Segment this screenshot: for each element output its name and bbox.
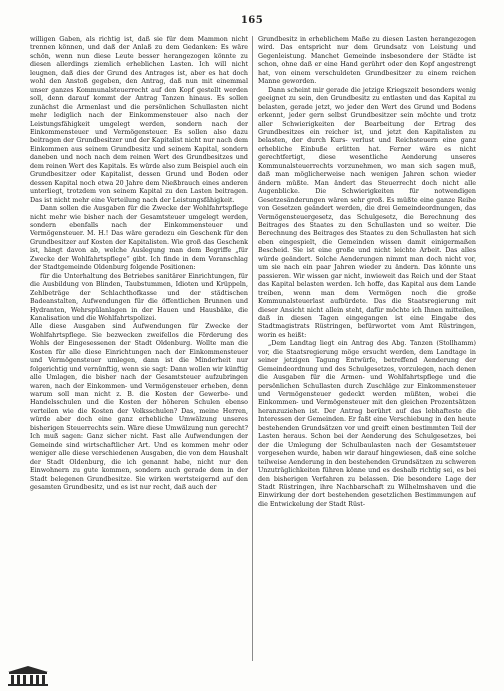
paragraph: „Dem Landtag liegt ein Antrag des Abg. Tanzen (Stollhamm) vor, die Staatsregierung möge ersucht werden, dem Landtage in seiner jetzigen Tagung Entwürfe, betreffend Aenderung der Gemeindeordnung und des Schulgesetzes, vorzulegen, nach denen die Ausgaben für die Armen- und Wohlfahrtspflege und die persönlichen Schullasten durch Zuschläge zur Einkommensteuer und Vermögensteuer gedeckt werden müßten, wobei die Einkommen- und Vermögensteuer mit den gleichen Prozentsätzen heranzuziehen ist. Der Antrag berührt auf das lebhafteste die Interessen der Gemeinden. Er faßt eine Verschiebung in den heute bestehenden Grundsätzen vor und greift einen bestimmten Teil der Lasten heraus. Schon bei der Aenderung des Schulgesetzes, bei der die Umlegung der Schulbaulasten nach der Gesamtsteuer vorgesehen wurde, haben wir darauf hingewiesen, daß eine solche teilweise Aenderung in den bestehenden Grundsätzen zu schweren Unzuträglichkeiten führen könne und es deshalb richtig sei, es bei den bisherigen Verfahren zu belassen. Die besondere Lage der Stadt Rüstringen, ihre Nachbarschaft zu Wilhelmshaven und die Einwirkung der dort bestehenden gesetzlichen Bestimmungen auf die Entwickelung der Stadt Rüst- xyxy=(258,340,476,508)
left-text-column xyxy=(30,36,248,663)
column-divider xyxy=(252,36,253,661)
paragraph: Alle diese Ausgaben sind Aufwendungen für Zwecke der Wohlfahrtspflege. Sie bezwecken zweifellos die Förderung des Wohls der Eingesessenen der Stadt Oldenburg. Wollte man die Kosten für alle diese Einrichtungen nach der Einkommensteuer und Vermögensteuer umlegen, dann ist die Minderheit nur folgerichtig und vernünftig, wenn sie sagt: Dann wollen wir künftig alle Umlagen, die bisher nach der Gesamtsteuer aufzubringen waren, nach der Einkommen- und Vermögensteuer erheben, denn warum soll man nicht z. B. die Kosten der Gewerbe- und Handelsschulen und die Kosten der höheren Schulen ebenso verteilen wie die Kosten der Volksschulen? Das, meine Herren, würde aber doch eine ganz erhebliche Umwälzung unseres bisherigen Steuerrechts sein. Wäre diese Umwälzung nun gerecht? Ich muß sagen: Ganz sicher nicht. Fast alle Aufwendungen der Gemeinde sind wirtschaftlicher Art. Und es kommen mehr oder weniger alle diese verschiedenen Ausgaben, die von dem Haushalt der Stadt Oldenburg, die ich genannt habe, nicht nur den Einwohnern zu gute kommen, sondern auch gerade dem in der Stadt belegenen Grundbesitze. Sie wirken wertsteigernd auf den gesamten Grundbesitz, und es ist nur recht, daß auch der xyxy=(30,323,248,492)
paragraph: willigen Gaben, als richtig ist, daß sie für dem Mammon nicht trennen können, und daß der Anlaß zu dem Gedanken: Es wäre schön, wenn nun diese Leute besser herangezogen könnte zu diesen allerdings ziemlich erheblichen Lasten. Ich will nicht leugnen, daß dies der Grund des Antrages ist, aber es hat doch wohl den Anstoß gegeben, den Antrag, daß nun mit einemmal unser ganzes Kommunalsteuerrecht auf den Kopf gestellt werden soll, denn darauf kommt der Antrag Tanzen hinaus. Es sollen zunächst die Armenlast und die persönlichen Schullasten nicht mehr lediglich nach der Einkommensteuer also nach der Leistungsfähigkeit umgelegt werden, sondern nach der Einkommensteuer und Vermögensteuer. Es sollen also dazu beitragen der Grundbesitzer und der Kapitalist nicht nur nach dem Einkommen aus seinem Grundbesitz und seinem Kapital, sondern daneben und noch nach dem reinen Wert des Grundbesitzes und dem reinen Wert des Kapitals. Es würde also zum Beispiel auch ein Grundbesitzer oder Kapitalist, dessen Grund und Boden oder dessen Kapital noch etwa 20 Jahre dem Nießbrauch eines anderen unterliegt, trotzdem von seinem Kapital zu den Lasten beitragen. Das ist nicht mehr eine Verteilung nach der Leistungsfähigkeit. xyxy=(30,36,248,204)
library-building-logo xyxy=(6,665,50,687)
paragraph: Grundbesitz in erheblichem Maße zu diesen Lasten herangezogen wird. Das entspricht nur dem Grundsatz von Leistung und Gegenleistung. Manchet Gemeinde insbesondere der Städte ist schon, ohne daß er eine Hand gerührt oder den Kopf angestrengt hat, von einem verschuldeten Grundbesitzer zu einem reichen Manne geworden. xyxy=(258,36,476,86)
paragraph: Dann scheint mir gerade die jetzige Kriegszeit besonders wenig geeignet zu sein, den Grundbesitz zu entlasten und das Kapital zu belasten, gerade jetzt, wo jeder den Wert des Grund und Bodens erkennt, jeder gern selbst Grundbesitzer sein möchte und trotz aller Schwierigkeiten der Bearbeitung der Ertrag des Grundbesitzes ein reicher ist, und jetzt den Kapitalisten zu belasten, der durch Kurs- verlust und Reichsteuern eine ganz erhebliche Einbuße erlitten hat. Ferner wäre es nicht gerechtfertigt, diese wesentliche Aenderung unseres Kommunalsteuerrechts vorzunehmen, wo man sich sagen muß, daß man möglicherweise nach wenigen Jahren schon wieder ändern müßte. Man ändert das Steuerrecht doch nicht alle Augenblicke. Die Schwierigkeiten für notwendigen Gesetzesänderungen wären sehr groß. Es müßte eine ganze Reihe von Gesetzen geändert werden, die drei Gemeindeordnungen, das Vermögensteuergesetz, das Schulgesetz, die Berechnung des Beitrages des Staates zu den Schullasten und so weiter. Die Berechnung des Beitrages des Staates zu den Schullasten hat sich eben eingespielt, die Gemeinden wissen damit einigermaßen Bescheid. Sie ist eine große und nicht leichte Arbeit. Das alles würde geändert. Solche Aenderungen nimmt man doch nicht vor, um sie nach ein paar Jahren wieder zu ändern. Das könnte uns passieren. Wir wissen gar nicht, inwieweit das Reich und der Staat das Kapital belasten werden. Ich hoffe, das Kapital aus dem Lande treiben, wenn man dem Vermögen noch die große Kommunalsteuerlast aufbürdete. Das die Staatsregierung mit dieser Ansicht nicht allein steht, dafür möchte ich Ihnen mitteilen, daß in diesen Tagen eingegangen ist eine Eingabe des Stadtmagistrats Rüstringen, befürwortet vom Amt Rüstringen, worin es heißt: xyxy=(258,86,476,339)
right-text-column xyxy=(258,36,476,663)
paragraph: für die Unterhaltung des Betriebes sanitärer Einrichtungen, für die Ausbildung von Blinden, Taubstummen, Idioten und Krüppeln, Zehlbeträge der Schlachthofkasse und der städtischen Badeanstalten, Aufwendungen für die öffentlichen Brunnen und Hydranten, Wehrspülanlagen in der Hauen und Hausbäke, die Kanalisation und die Wohlfahrtspolizei. xyxy=(30,272,248,322)
page-number: 165 xyxy=(240,15,264,26)
paragraph: Dann sollen die Ausgaben für die Zwecke der Wohlfahrtspflege nicht mehr wie bisher nach der Gesamtsteuer umgelegt werden, sondern ebenfalls nach der Einkommensteuer und Vermögensteuer. M. H.! Das wäre geradezu ein Geschenk für den Grundbesitzer auf Kosten der Kapitalisten. Wie groß das Geschenk ist, hängt davon ab, welche Auslegung man dem Begriffe „für Zwecke der Wohlfahrtspflege“ gibt. Ich finde in dem Voranschlag der Stadtgemeinde Oldenburg folgende Positionen: xyxy=(30,205,248,272)
